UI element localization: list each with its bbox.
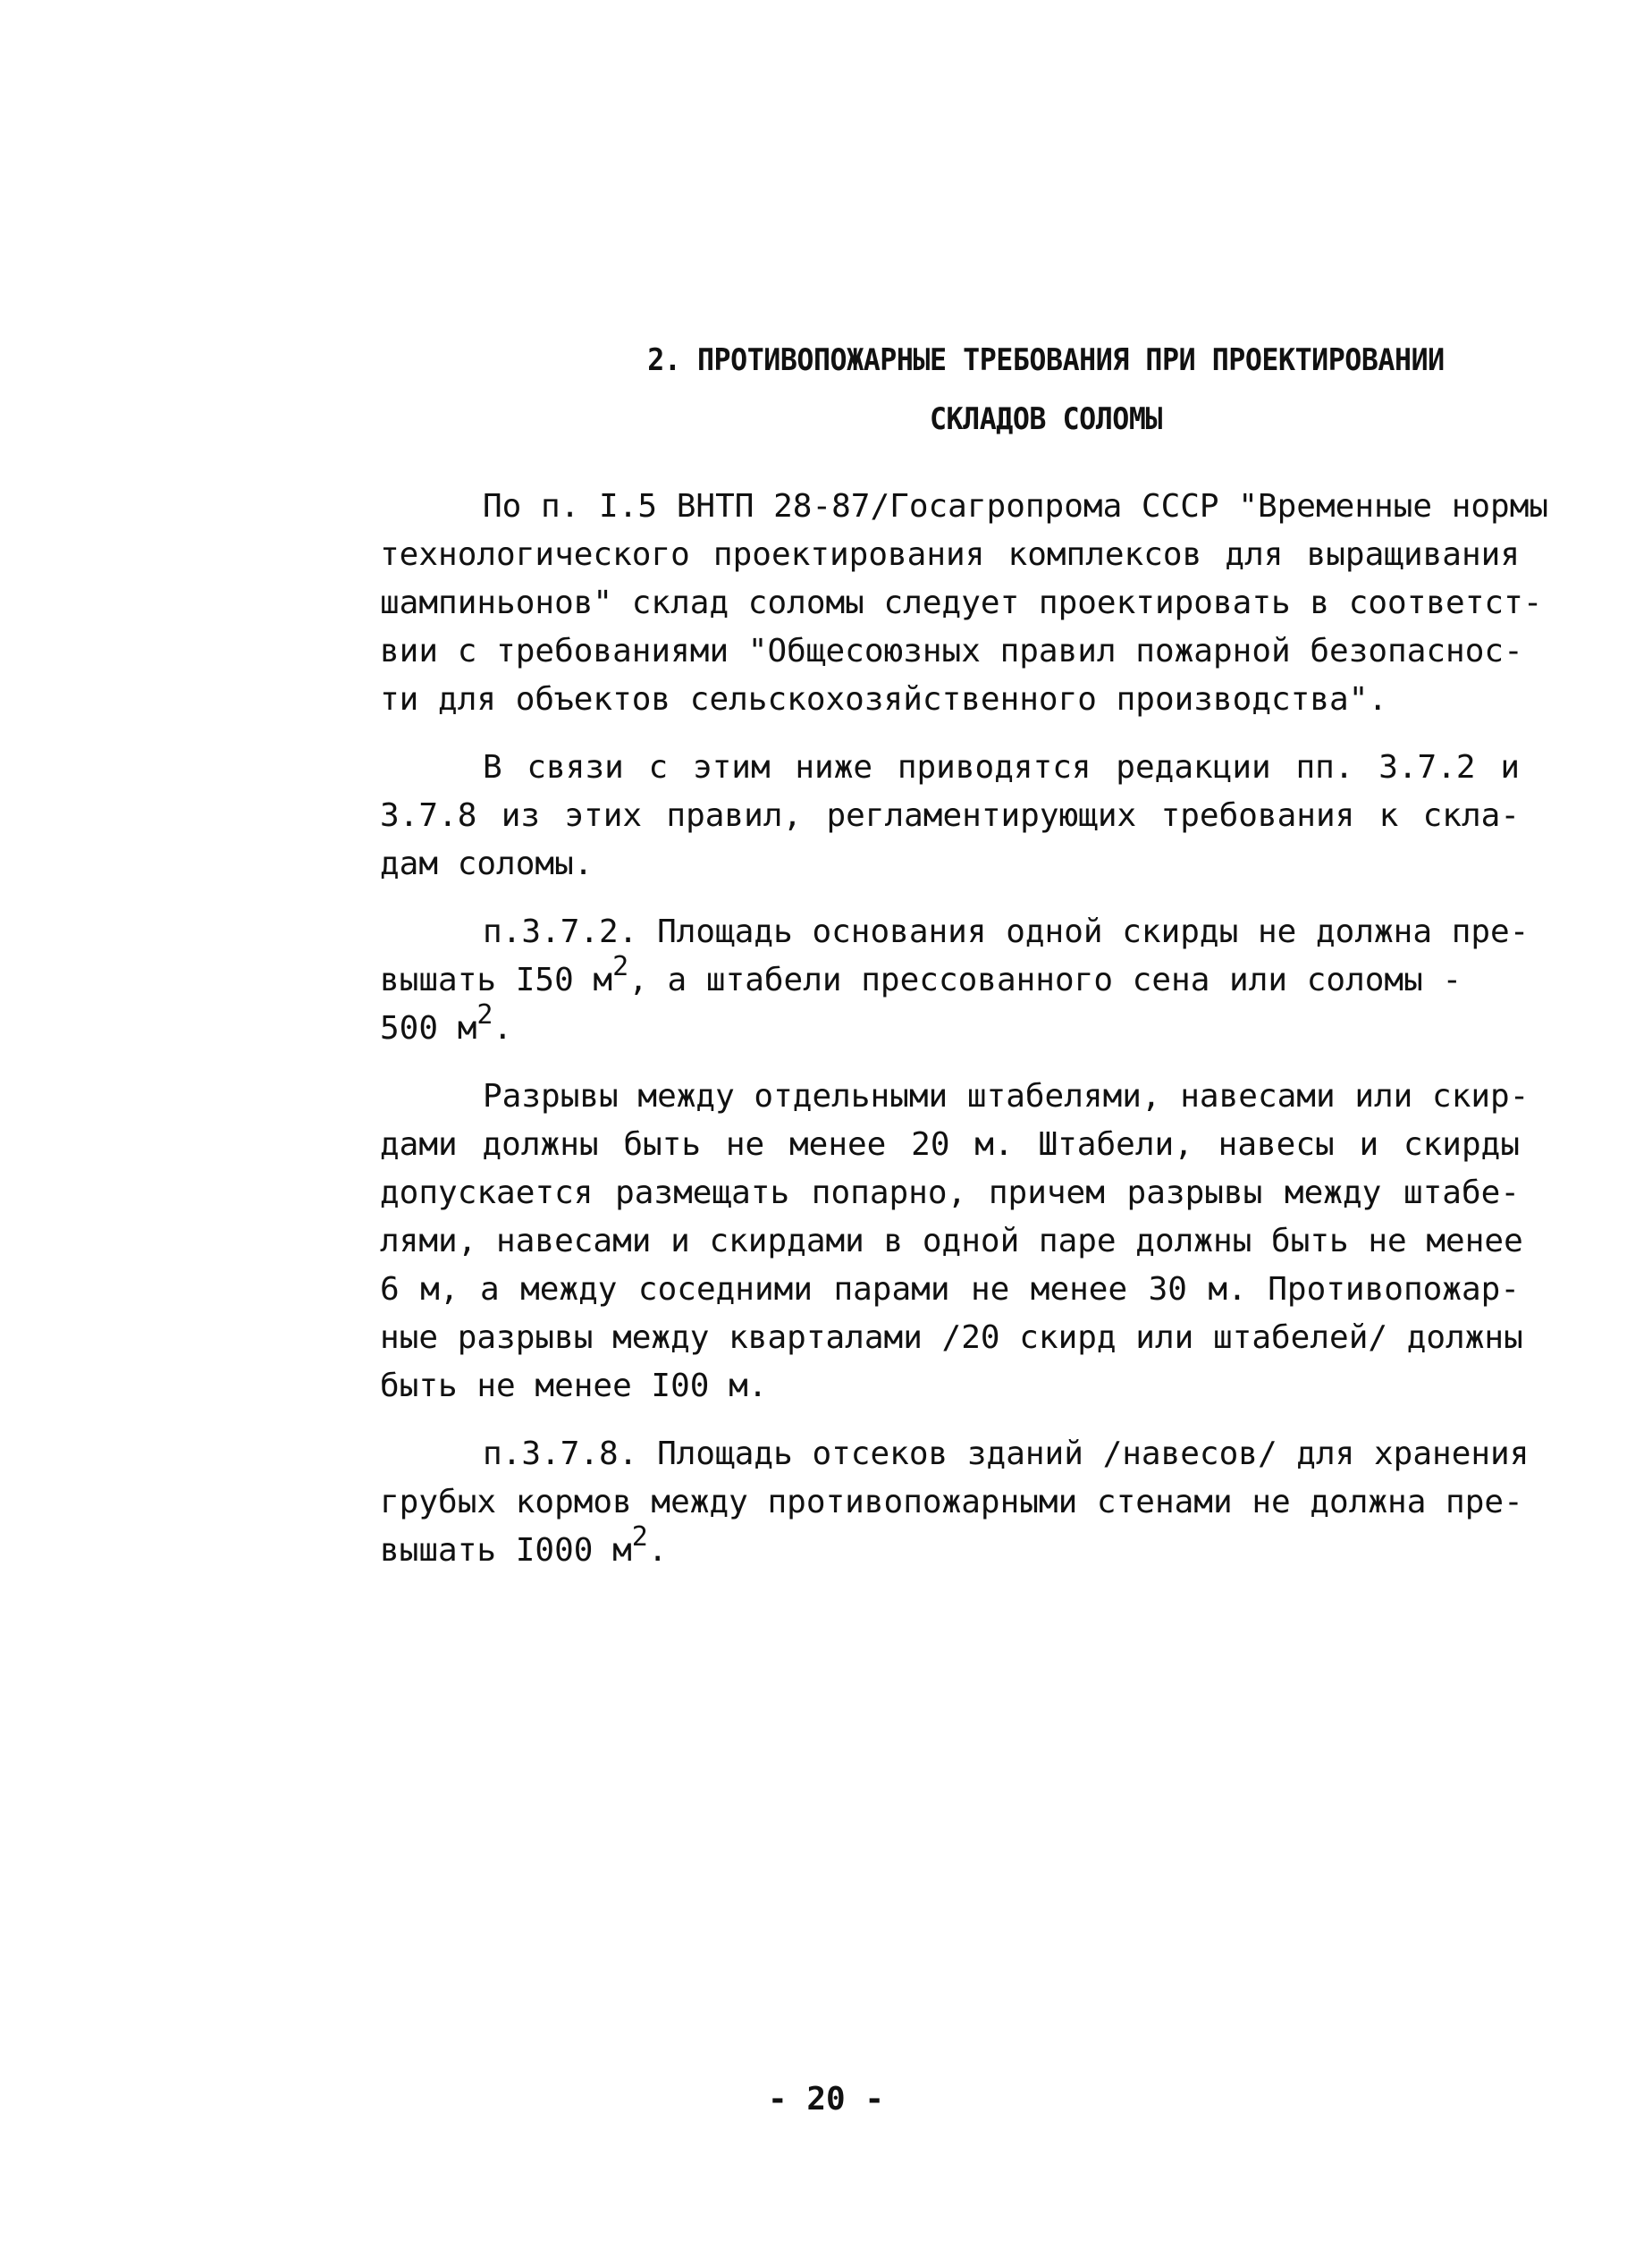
clause-3-7-2-line-3: [380, 999, 1520, 1053]
clause-3-7-2-line-2: [380, 951, 1520, 1005]
paragraph-3-clause-3-7-2: [380, 908, 1530, 1053]
superscript-squared-1: 2: [612, 951, 629, 982]
paragraph-4-line-1: Разрывы между отдельными штабелями, навесами или скир-: [483, 1078, 1530, 1115]
clause-3-7-8-line-3a: вышать I000 м: [380, 1532, 632, 1569]
page-number: - 20 -: [767, 2081, 885, 2118]
paragraph-4: [380, 1073, 1530, 1410]
paragraph-1-line-1: По п. I.5 ВНТП 28-87/Госагропрома СССР "Временные нормы: [483, 488, 1549, 525]
clause-3-7-2-line-3a: 500 м: [380, 1010, 477, 1047]
paragraph-1-line-5: ти для объектов сельскохозяйственного производства".: [380, 681, 1388, 718]
paragraph-2-line-3: дам соломы.: [380, 846, 594, 882]
paragraph-1-line-4: вии с требованиями "Общесоюзных правил пожарной безопаснос-: [380, 633, 1523, 669]
section-heading: [605, 331, 1487, 449]
clause-3-7-2-line-2a: вышать I50 м: [380, 962, 613, 998]
paragraph-1: [380, 483, 1549, 724]
clause-3-7-8-line-1: п.3.7.8. Площадь отсеков зданий /навесов/ для хранения: [483, 1436, 1530, 1472]
clause-3-7-2-line-2b: , а штабели прессованного сена или соломы -: [628, 962, 1462, 998]
clause-3-7-2-line-3b: .: [493, 1010, 513, 1047]
clause-3-7-8-line-3b: .: [647, 1532, 668, 1569]
paragraph-2: [380, 744, 1520, 888]
paragraph-4-line-5: 6 м, а между соседними парами не менее 30 м. Противопожар-: [380, 1271, 1520, 1308]
paragraph-2-line-2: 3.7.8 из этих правил, регламентирующих требования к скла-: [380, 797, 1520, 834]
document-body: [380, 483, 1549, 1595]
paragraph-4-line-7: быть не менее I00 м.: [380, 1368, 768, 1404]
paragraph-4-line-4: лями, навесами и скирдами в одной паре должны быть не менее: [380, 1223, 1523, 1259]
paragraph-4-line-2: дами должны быть не менее 20 м. Штабели, навесы и скирды: [380, 1126, 1520, 1163]
paragraph-1-line-3: шампиньонов" склад соломы следует проектировать в соответст-: [380, 585, 1543, 621]
superscript-squared-3: 2: [631, 1521, 648, 1553]
clause-3-7-2-line-1: п.3.7.2. Площадь основания одной скирды не должна пре-: [483, 914, 1530, 950]
section-heading-line-1: 2. ПРОТИВОПОЖАРНЫЕ ТРЕБОВАНИЯ ПРИ ПРОЕКТИРОВАНИИ: [647, 342, 1445, 378]
paragraph-4-line-6: ные разрывы между кварталами /20 скирд или штабелей/ должны: [380, 1319, 1523, 1356]
superscript-squared-2: 2: [476, 999, 493, 1031]
clause-3-7-8-line-2: грубых кормов между противопожарными стенами не должна пре-: [380, 1484, 1523, 1520]
clause-3-7-8-line-3: [380, 1521, 1520, 1575]
paragraph-2-line-1: В связи с этим ниже приводятся редакции пп. 3.7.2 и: [483, 749, 1520, 786]
paragraph-4-line-3: допускается размещать попарно, причем разрывы между штабе-: [380, 1175, 1520, 1211]
paragraph-5-clause-3-7-8: [380, 1430, 1530, 1575]
section-heading-line-2: СКЛАДОВ СОЛОМЫ: [929, 401, 1162, 437]
paragraph-1-line-2: технологического проектирования комплексов для выращивания: [380, 536, 1520, 573]
